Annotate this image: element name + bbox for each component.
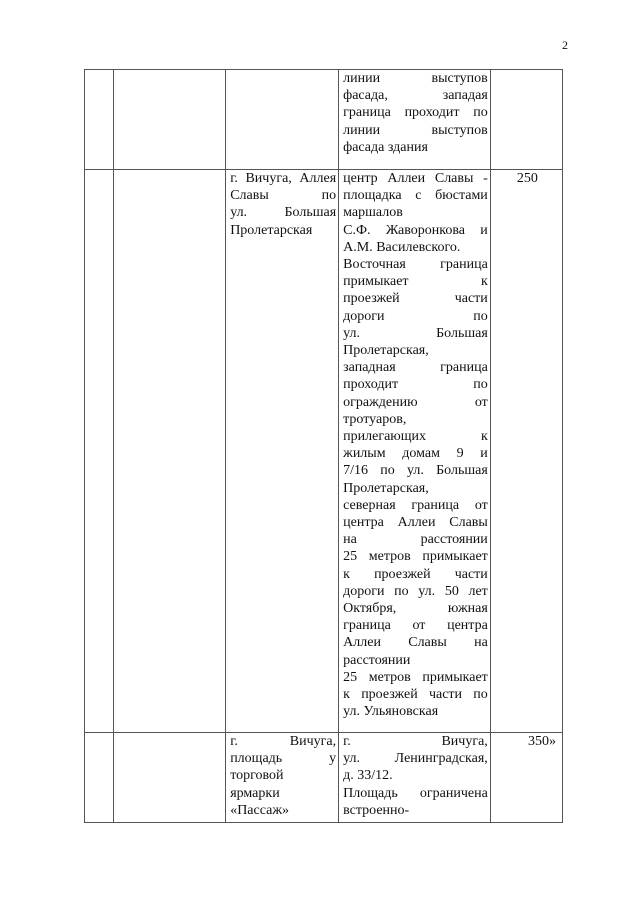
row-number-cell [85,170,114,733]
boundary-line: западная граница [343,360,488,376]
boundary-line: проходит по [343,377,488,393]
boundary-line: маршалов [343,205,403,221]
distance-cell [490,70,562,170]
distance-cell: 350» [490,733,562,823]
location-line: г. Вичуга, Аллея [230,171,337,186]
boundary-line: на расстоянии [343,532,488,548]
location-line: Пролетарская [230,222,313,238]
distance-cell: 250 [490,170,562,733]
boundaries-cell [339,70,491,170]
table-row [85,70,563,170]
boundary-line: Площадь ограничена [343,785,488,801]
boundary-line: Октября, южная [343,601,488,617]
boundary-line: линии выступов [343,71,488,86]
boundary-line: линии выступов [343,122,488,138]
location-line: ул. Большая [230,205,337,221]
boundary-line: тротуаров, [343,411,407,427]
location-cell [226,170,339,733]
table-row [85,733,563,823]
page-number: 2 [562,38,568,52]
boundary-line: к проезжей части [343,566,488,582]
location-line: г. Вичуга, [230,734,337,749]
boundary-line: А.М. Василевского. [343,239,461,255]
boundary-line: центра Аллеи Славы [343,515,488,531]
location-cell [226,70,339,170]
boundary-line: Аллеи Славы на [343,635,488,651]
boundary-line: дороги по ул. 50 лет [343,583,488,599]
boundary-line: площадка с бюстами [343,188,488,204]
boundary-line: фасада, западая [343,88,488,104]
boundary-line: граница от центра [343,618,488,634]
location-line: торговой [230,768,284,784]
name-cell [114,170,226,733]
boundary-line: ул. Ленинградская, [343,751,488,767]
boundary-line: встроенно- [343,802,410,818]
boundary-line: ул. Ульяновская [343,704,439,720]
boundary-line: проезжей части [343,291,488,307]
name-cell [114,70,226,170]
boundary-line: д. 33/12. [343,768,393,784]
boundary-line: к проезжей части по [343,687,488,703]
boundary-line: прилегающих к [343,429,488,445]
row-number-cell [85,70,114,170]
boundary-line: дороги по [343,308,488,324]
name-cell [114,733,226,823]
location-cell [226,733,339,823]
boundary-line: ограждению от [343,394,488,410]
boundary-line: центр Аллеи Славы - [343,171,488,186]
boundary-line: северная граница от [343,497,488,513]
territory-table [84,69,563,823]
boundary-line: примыкает к [343,274,488,290]
location-line: площадь у [230,751,337,767]
boundary-line: 25 метров примыкает [343,549,488,565]
boundary-line: Пролетарская, [343,480,429,496]
location-line: «Пассаж» [230,802,289,818]
boundary-line: Пролетарская, [343,343,429,359]
location-line: ярмарки [230,785,280,801]
boundary-line: фасада здания [343,139,428,155]
boundary-line: расстоянии [343,652,411,668]
boundary-line: С.Ф. Жаворонкова и [343,222,488,238]
boundaries-cell [339,170,491,733]
boundary-line: г. Вичуга, [343,734,488,749]
boundaries-cell [339,733,491,823]
boundary-line: Восточная граница [343,257,488,273]
location-line: Славы по [230,188,337,204]
boundary-line: 25 метров примыкает [343,669,488,685]
boundary-line: граница проходит по [343,105,488,121]
table-row [85,170,563,733]
row-number-cell [85,733,114,823]
boundary-line: ул. Большая [343,325,488,341]
boundary-line: 7/16 по ул. Большая [343,463,488,479]
boundary-line: жилым домам 9 и [343,446,488,462]
